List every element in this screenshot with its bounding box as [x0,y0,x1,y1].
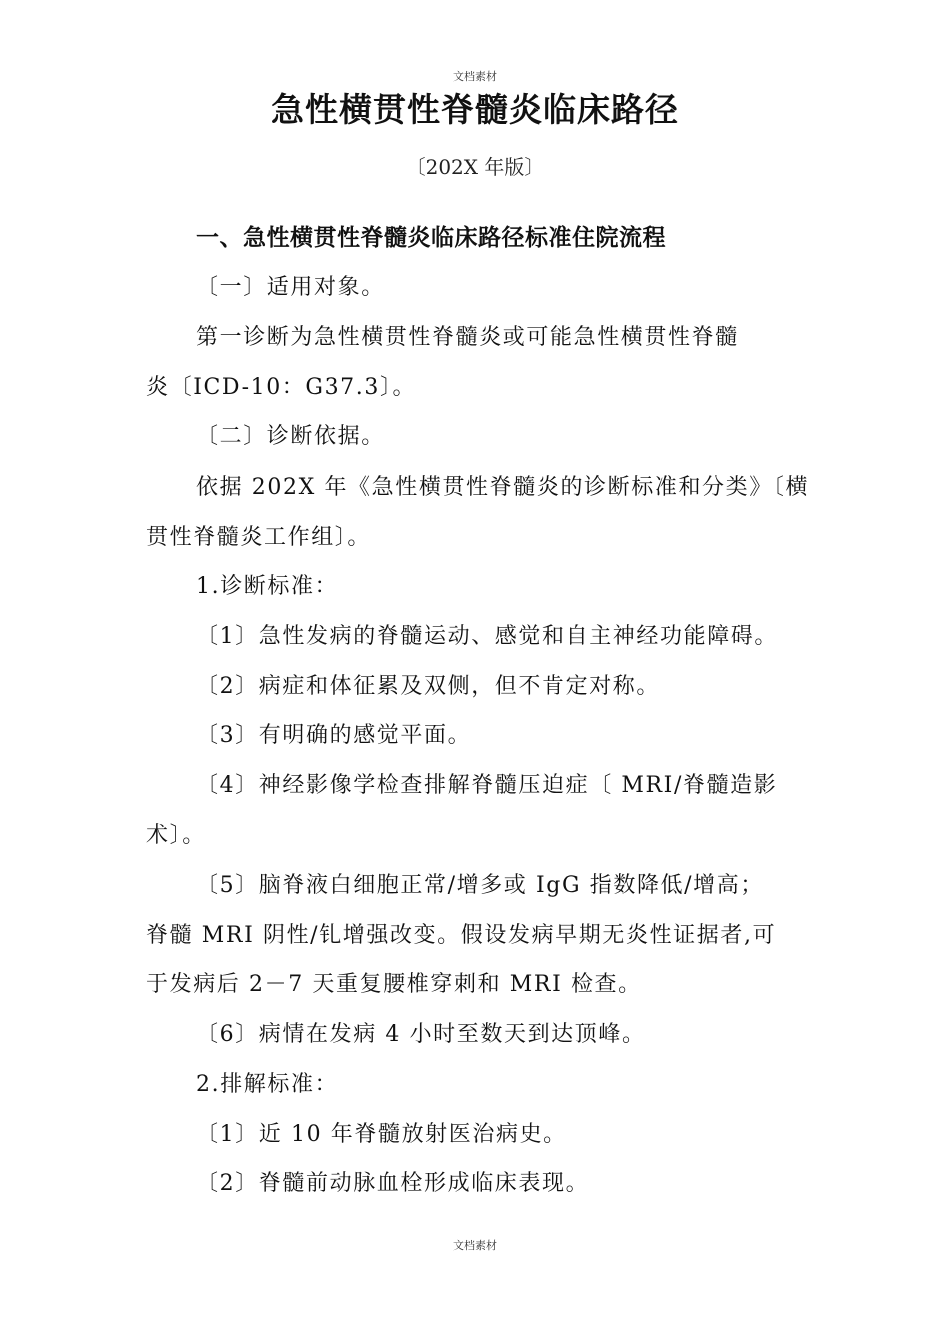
list-item-continuation: 于发病后 2－7 天重复腰椎穿刺和 MRI 检查。 [146,972,642,997]
list-item: 〔5〕脑脊液白细胞正常/增多或 IgG 指数降低/增高； [196,873,764,898]
list-item: 〔6〕病情在发病 4 小时至数天到达顶峰。 [196,1022,646,1047]
subsection-heading: 〔一〕适用对象。 [196,275,385,300]
document-title: 急性横贯性脊髓炎临床路径 [271,90,679,129]
section-heading: 一、急性横贯性脊髓炎临床路径标准住院流程 [196,225,666,251]
list-item: 〔4〕神经影像学检查排解脊髓压迫症〔 MRI/脊髓造影 [196,773,778,798]
subsection-heading: 〔二〕诊断依据。 [196,424,385,449]
list-heading: 2.排解标准： [196,1072,339,1097]
paragraph-line: 第一诊断为急性横贯性脊髓炎或可能急性横贯性脊髓 [196,325,739,350]
list-heading: 1.诊断标准： [196,574,339,599]
paragraph-line: 炎〔ICD-10：G37.3〕。 [146,375,417,400]
list-item: 〔1〕近 10 年脊髓放射医治病史。 [196,1122,567,1147]
list-item: 〔2〕病症和体征累及双侧，但不肯定对称。 [196,674,660,699]
paragraph-line: 贯性脊髓炎工作组〕。 [146,525,372,550]
paragraph-line: 依据 202X 年《急性横贯性脊髓炎的诊断标准和分类》〔横 [196,475,810,500]
list-item: 〔1〕急性发病的脊髓运动、感觉和自主神经功能障碍。 [196,624,778,649]
list-item: 〔2〕脊髓前动脉血栓形成临床表现。 [196,1171,590,1196]
list-item: 〔3〕有明确的感觉平面。 [196,723,472,748]
document-subtitle: 〔202X 年版〕 [405,155,545,179]
list-item-continuation: 术〕。 [146,823,206,848]
header-note: 文档素材 [453,70,497,83]
list-item-continuation: 脊髓 MRI 阴性/钆增强改变。假设发病早期无炎性证据者,可 [146,923,777,948]
footer-note: 文档素材 [453,1239,497,1252]
